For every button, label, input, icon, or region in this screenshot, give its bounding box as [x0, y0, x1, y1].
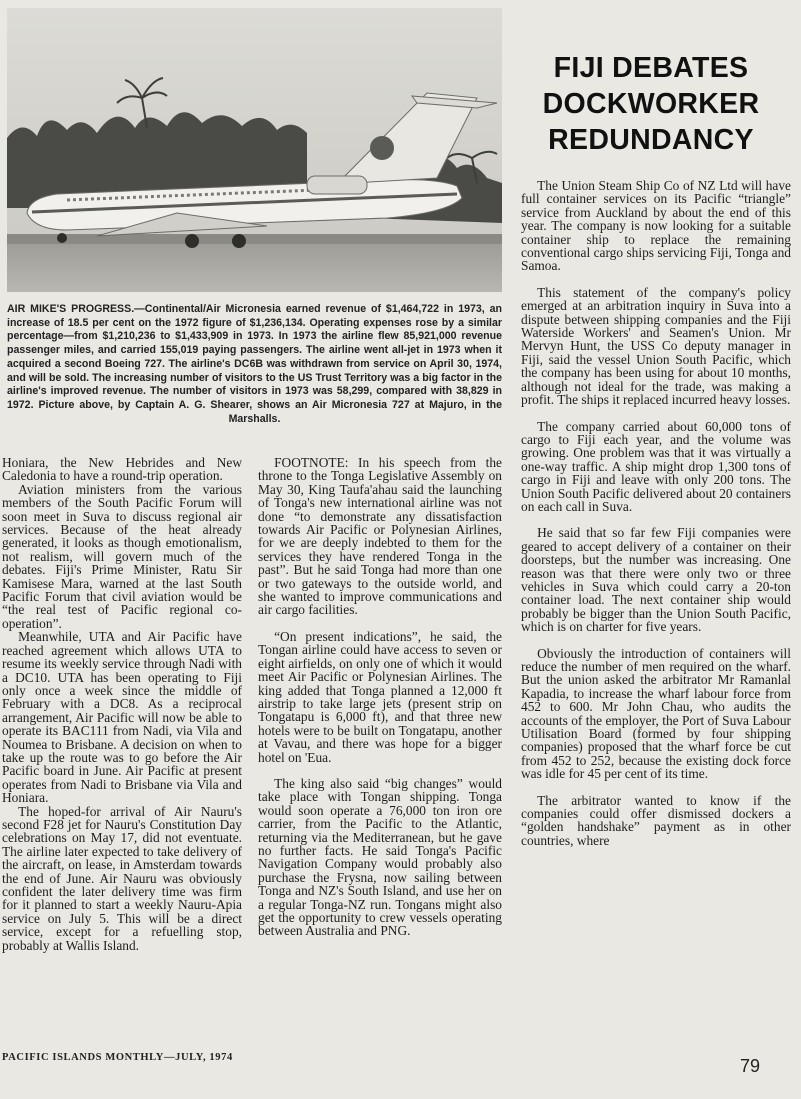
paragraph: Aviation ministers from the various members of the South Pacific Forum will soon meet in Suva to discuss regional air services. Because of the heat already generated, it looks as though emotionalism, not realism, will govern much of the debates. Fiji's Prime Minister, Ratu Sir Kamisese Mara, warned at the last South Pacific Forum that civil aviation would be “the real test of Pacific regional co-operation”. — [2, 481, 242, 631]
column-middle — [258, 456, 502, 951]
paragraph: He said that so far few Fiji companies were geared to accept delivery of a container on their doorsteps, but the number was increasing. One reason was that there were only two or three vehicles in Suva which could carry a 20-ton container load. The next container ship would probably be bigger than the Union South Pacific, which is on charter for five years. — [521, 525, 791, 635]
airplane-illustration — [7, 8, 502, 292]
paragraph: Obviously the introduction of containers will reduce the number of men required on the wharf. But the union asked the arbitrator Mr Ramanlal Kapadia, to increase the wharf labour force from 452 to 600. Mr John Chau, who audits the accounts of the employer, the Port of Suva Labour Utilisation Board (formed by four shipping companies) proposed that the wharf force be cut from 452 to 252, because the existing dock force was idle for 45 per cent of its time. — [521, 645, 791, 782]
paragraph: Honiara, the New Hebrides and New Caledonia to have a round-trip operation. — [2, 455, 242, 484]
headline — [520, 50, 782, 158]
paragraph: This statement of the company's policy emerged at an arbitration inquiry in Suva into a dispute between shipping companies and the Fiji Waterside Workers' and Seamen's Union. Mr Mervyn Hunt, the USS Co deputy manager in Fiji, said the vessel Union South Pacific, which the company has been using for about 10 months, although not ideal for the trade, was making a profit. The ships it replaced incurred heavy losses. — [521, 284, 791, 408]
airplane-photo — [7, 8, 502, 292]
column-left — [2, 456, 242, 952]
column-right — [521, 179, 791, 860]
paragraph: The arbitrator wanted to know if the companies could offer dismissed dockers a “golden handshake” payment as in other countries, where — [521, 792, 791, 848]
headline-line: FIJI DEBATES — [553, 52, 749, 84]
paragraph: The Union Steam Ship Co of NZ Ltd will have full container services on its Pacific “triangle” service from Auckland by about the end of this year. The company is now looking for a suitable container ship to replace the remaining conventional cargo ships servicing Fiji, Tonga and Samoa. — [521, 178, 791, 274]
photo-caption: AIR MIKE'S PROGRESS.—Continental/Air Micronesia earned revenue of $1,464,722 in 1973, an increase of 18.5 per cent on the 1972 figure of $1,236,134. Operating expenses rose by a similar percentage—from $1,210,236 to $1,433,909 in 1973. In 1973 the airline flew 85,921,000 revenue passenger miles, and carried 155,019 paying passengers. The airline went all-jet in 1973 when it acquired a second Boeing 727. The airline's DC6B was withdrawn from service on April 30, 1974, and will be sold. The increasing number of visitors to the US Trust Territory was a big factor in the airline's improved revenue. The number of visitors in 1973 was 58,299, compared with 38,829 in 1972. Picture above, by Captain A. G. Shearer, shows an Air Micronesia 727 at Majuro, in the Marshalls. — [7, 303, 502, 425]
paragraph: “On present indications”, he said, the Tongan airline could have access to seven or eight airfields, on only one of which it would meet Air Pacific or Polynesian Airlines. The king added that Tonga planned a 12,000 ft airstrip to take large jets (present strip on Tongatapu is 6,000 ft), and that three new hotels were to be built on Tongatapu, another at Vavau, and there was hope for a bigger hotel on 'Eua. — [258, 628, 502, 765]
paragraph: FOOTNOTE: In his speech from the throne to the Tonga Legislative Assembly on May 30, King Taufa'ahau said the launching of Tonga's new international airline was not done “to demonstrate any dissatisfaction towards Air Pacific or Polynesian Airlines, for we are deeply indebted to them for the services they have rendered Tonga in the past”. But he said Tonga had more than one or two gateways to the outside world, and she wanted to improve communications and air cargo facilities. — [258, 455, 502, 618]
page-number: 79 — [740, 1056, 761, 1076]
paragraph: Meanwhile, UTA and Air Pacific have reached agreement which allows UTA to resume its weekly service through Nadi with a DC10. UTA has been operating to Fiji only once a week since the middle of February with a DC8. As a reciprocal arrangement, Air Pacific will now be able to operate its BAC111 from Nadi, via Vila and Noumea to Brisbane. A decision on when to take up the route was to go before the Air Pacific board in June. Air Pacific at present operates from Nadi to Brisbane via Vila and Honiara. — [2, 629, 242, 806]
headline-line: REDUNDANCY — [548, 124, 754, 156]
page-footer: PACIFIC ISLANDS MONTHLY—JULY, 1974 — [2, 1052, 233, 1063]
headline-line: DOCKWORKER — [542, 88, 760, 120]
paragraph: The company carried about 60,000 tons of cargo to Fiji each year, and the volume was growing. One problem was that it was virtually a one-way traffic. A ship might drop 1,300 tons of cargo in Fiji and leave with only 200 tons. The Union South Pacific delivered about 20 containers on each call in Suva. — [521, 418, 791, 514]
paragraph: The king also said “big changes” would take place with Tongan shipping. Tonga would soon operate a 76,000 ton iron ore carrier, from the Pacific to the Atlantic, returning via the Mediterranean, but he gave no further facts. He said Tonga's Pacific Navigation Company would probably also purchase the Frysna, now sailing between Tonga and NZ's South Island, and use her on a regular Tonga-NZ run. Tongans might also get the opportunity to crew vessels operating between Australia and PNG. — [258, 775, 502, 939]
paragraph: The hoped-for arrival of Air Nauru's second F28 jet for Nauru's Constitution Day celebrations on May 17, did not eventuate. The airline later expected to take delivery of the aircraft, on lease, in Amsterdam towards the end of June. Air Nauru was obviously confident the later delivery time was firm for it planned to start a weekly Nauru-Apia service on July 5. This will be a direct service, except for a refuelling stop, probably at Wallis Island. — [2, 803, 242, 953]
